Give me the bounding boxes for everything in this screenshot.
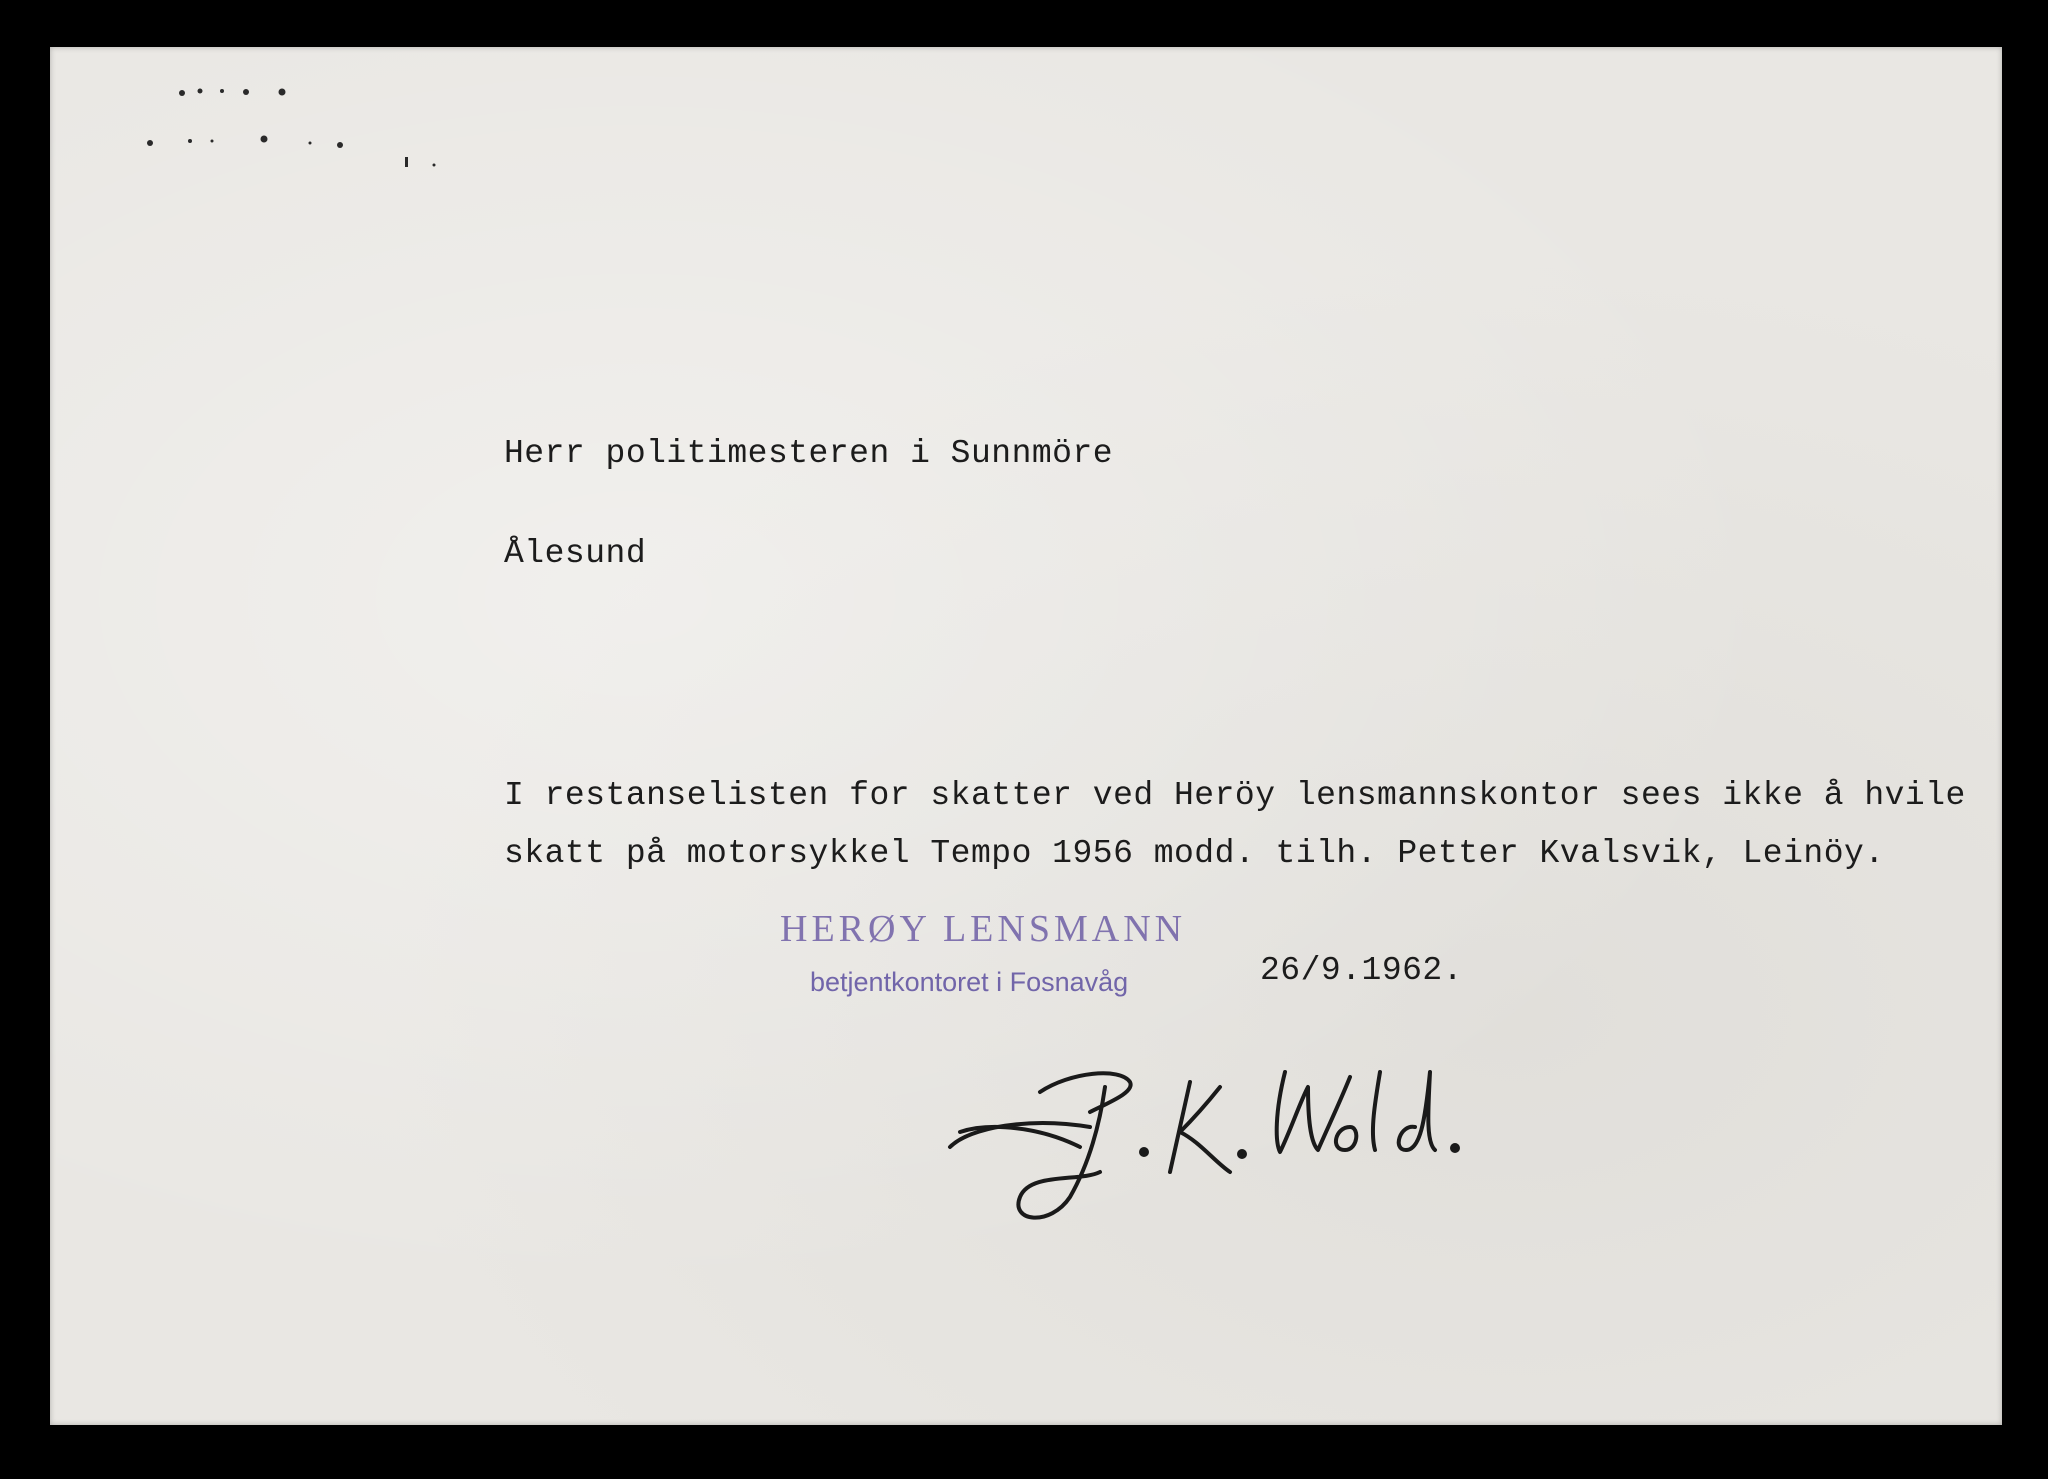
city-line: Ålesund [504, 535, 647, 572]
handwritten-signature [930, 1032, 1490, 1232]
stamp-office-subtitle: betjentkontoret i Fosnavåg [810, 967, 1129, 997]
addressee-line: Herr politimesteren i Sunnmöre [504, 435, 1114, 472]
document-page [50, 47, 2002, 1425]
stamp-office-name: HERØY LENSMANN [780, 908, 1187, 950]
letter-date: 26/9.1962. [1260, 952, 1464, 989]
body-line-1: I restanselisten for skatter ved Heröy lensmannskontor sees ikke å hvile [504, 777, 1966, 814]
body-line-2: skatt på motorsykkel Tempo 1956 modd. tilh. Petter Kvalsvik, Leinöy. [504, 835, 1885, 872]
